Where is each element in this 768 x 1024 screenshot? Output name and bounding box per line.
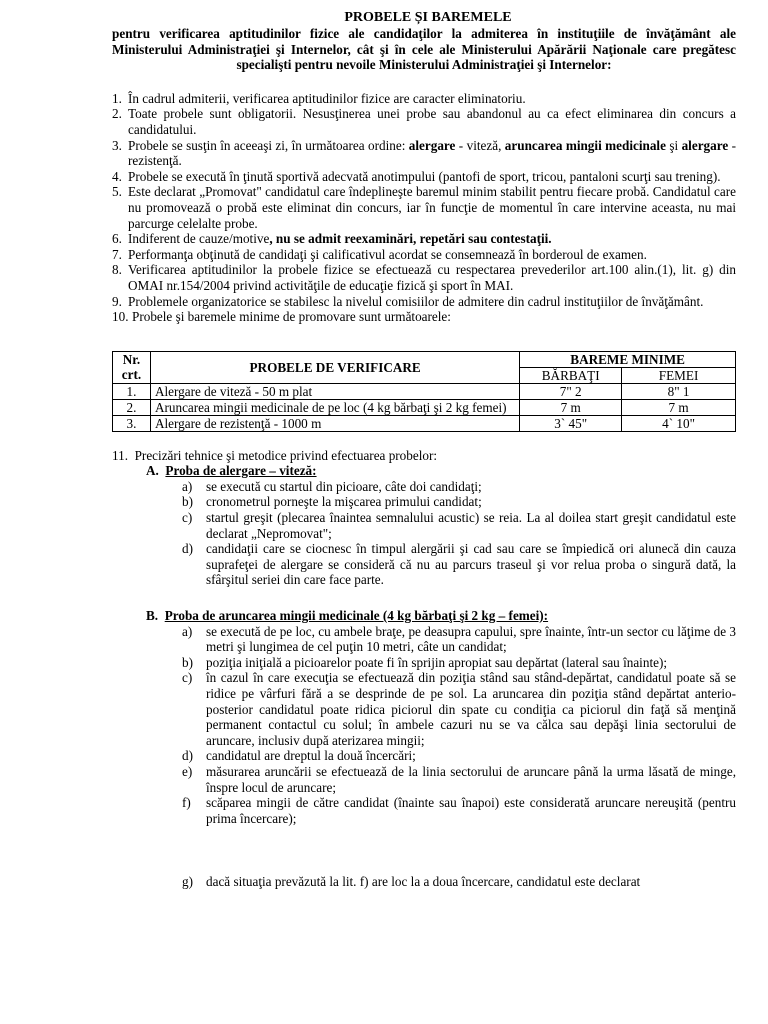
list-item: 1. În cadrul admiterii, verificarea aptitudinilor fizice are caracter eliminatoriu. <box>112 90 526 106</box>
list-item: a) se execută de pe loc, cu ambele braţe, pe deasupra capului, spre înainte, într-un sector cu lăţime de 3 metri şi lungimea de cel puţin 10 metri, câte un candidat; <box>182 623 736 655</box>
list-item: g) dacă situaţia prevăzută la lit. f) are loc la a doua încercare, candidatul este declarat <box>182 874 641 890</box>
list-item: f) scăparea mingii de către candidat (înainte sau înapoi) este considerată aruncare nereuşită (pentru prima încercare); <box>182 795 736 826</box>
header-femei: FEMEI <box>622 367 736 383</box>
document-subtitle: pentru verificarea aptitudinilor fizice ale candidaţilor la admiterea în instituţiile de învăţământ ale Ministerului Administraţiei şi Internelor, cât şi în cele ale Ministerului Apărării Naţionale care pregătesc specialişti pentru nevoile Ministerului Administraţiei şi Internelor: <box>112 26 736 73</box>
list-item: a) se execută cu startul din picioare, câte doi candidaţi; <box>182 478 482 494</box>
list-item: 8. Verificarea aptitudinilor la probele fizice se efectuează cu respectarea prevederilor art.100 alin.(1), lit. g) din OMAI nr.154/2004 privind activităţile de educaţie fizică şi sport în MAI. <box>112 262 736 293</box>
list-item: b) poziţia iniţială a picioarelor poate fi în sprijin apropiat sau depărtat (lateral sau înainte); <box>182 654 668 670</box>
header-nr: Nr. crt. <box>113 351 151 383</box>
list-item: 10. Probele şi baremele minime de promovare sunt următoarele: <box>112 309 451 325</box>
list-item: 6. Indiferent de cauze/motive, nu se admit reexaminări, repetări sau contestaţii. <box>112 231 552 247</box>
list-item: 5. Este declarat „Promovat" candidatul care îndeplineşte baremul minim stabilit pentru fiecare probă. Candidatul care nu promovează o probă este eliminat din concurs, iar în funcţie de momentul în care intervine aceasta, nu mai parcurge celelalte probe. <box>112 184 736 231</box>
table-row: 1. Alergare de viteză - 50 m plat 7" 2 8" 1 <box>113 383 736 399</box>
list-item: e) măsurarea aruncării se efectuează de la linia sectorului de aruncare până la urma lăsată de minge, înspre locul de aruncare; <box>182 763 736 795</box>
table-row: 2. Aruncarea mingii medicinale de pe loc (4 kg bărbaţi şi 2 kg femei) 7 m 7 m <box>113 399 736 415</box>
bareme-table <box>112 351 736 432</box>
header-probe: PROBELE DE VERIFICARE <box>150 351 519 383</box>
section-11-heading: 11. Precizări tehnice şi metodice privind efectuarea probelor: <box>112 447 438 463</box>
list-item: b) cronometrul porneşte la mişcarea primului candidat; <box>182 494 482 510</box>
list-item: 2. Toate probele sunt obligatorii. Nesusţinerea unei probe sau abandonul au ca efect eliminarea din concurs a candidatului. <box>112 106 736 137</box>
list-item: 4. Probele se execută în ţinută sportivă adecvată anotimpului (pantofi de sport, tricou, pantaloni scurţi sau trening). <box>112 168 721 184</box>
section-a-list <box>182 479 736 588</box>
header-bareme: BAREME MINIME <box>520 351 736 367</box>
document-title: PROBELE ȘI BAREMELE <box>344 10 512 25</box>
list-item: c) în cazul în care execuţia se efectuează din poziţia stând sau stând-depărtat, candidatul poate să se ridice pe vârfuri fără a se desprinde de pe sol. La aruncarea din poziţia stând depărtat anterio-posterior candidatul poate ridica piciorul din spate cu condiţia ca piciorul din faţă să menţină permanent contactul cu solul; în ambele cazuri nu se va călca sau depăşi linia sectorului de aruncare, inclusiv după aterizarea mingii; <box>182 670 736 748</box>
list-item: 9. Problemele organizatorice se stabilesc la nivelul comisiilor de admitere din cadrul instituţiilor de învăţământ. <box>112 293 704 309</box>
section-a-heading: A. Proba de alergare – viteză: <box>146 463 317 479</box>
list-item: 7. Performanţa obţinută de candidaţi şi calificativul acordat se consemnează în borderoul de examen. <box>112 246 647 262</box>
section-11 <box>112 448 736 890</box>
section-b-heading: B. Proba de aruncarea mingii medicinale (4 kg bărbaţi şi 2 kg – femei): <box>146 608 549 624</box>
rules-list <box>112 91 736 325</box>
list-item: c) startul greşit (plecarea înaintea semnalului acustic) se reia. La al doilea start greşit candidatul este declarat „Nepromovat"; <box>182 510 736 541</box>
document-page <box>112 10 736 890</box>
list-item: 3. Probele se susţin în aceeaşi zi, în următoarea ordine: alergare - viteză, aruncarea mingii medicinale şi alergare - rezistenţă. <box>112 137 737 169</box>
list-item: d) candidaţii care se ciocnesc în timpul alergării şi cad sau care se împiedică ori alunecă din cauza suprafeţei de alergare se consideră că nu au parcurs traseul şi vor relua proba o singură dată, la sfârşitul seriei din care face parte. <box>182 541 736 588</box>
table-row: 3. Alergare de rezistenţă - 1000 m 3` 45" 4` 10" <box>113 415 736 431</box>
section-b-list <box>182 624 736 890</box>
list-item: d) candidatul are dreptul la două încercări; <box>182 748 416 764</box>
header-barbati: BĂRBAŢI <box>520 367 622 383</box>
